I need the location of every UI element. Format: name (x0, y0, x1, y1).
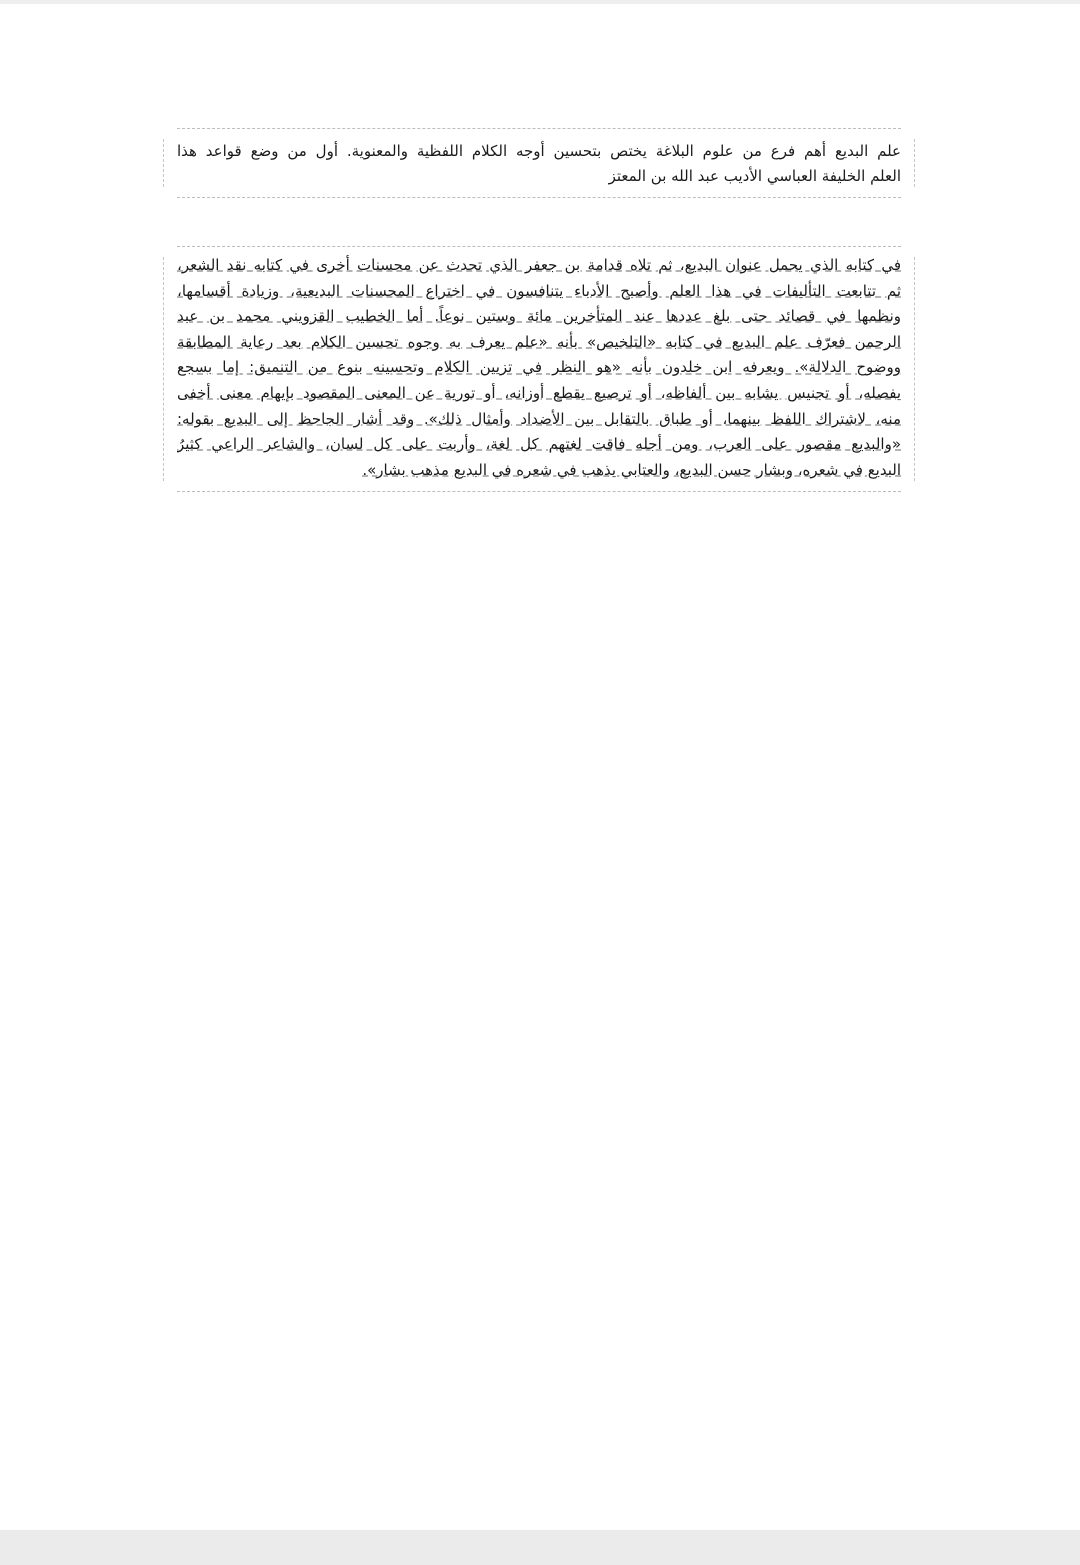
document-page (0, 4, 1080, 1530)
paragraph-line: في كتابه الذي يحمل عنوان البديع، ثم تلاه قدامة بن جعفر الذي تحدث عن محسنات أخرى في كتابه نقد الشعر، (177, 256, 901, 274)
paragraph-history (177, 246, 901, 492)
paragraph-line: العلم الخليفة العباسي الأديب عبد الله بن المعتز (608, 167, 901, 185)
viewer-bottom-bar (0, 1530, 1080, 1565)
paragraph-line: علم البديع أهم فرع من علوم البلاغة يختص بتحسين أوجه الكلام اللفظية والمعنوية. أول من وضع قواعد هذا (177, 142, 901, 160)
paragraph-line: ونظمها في قصائد حتى بلغ عددها عند المتأخرين مائة وستين نوعاً. أما الخطيب القزويني محمد بن عبد (177, 307, 901, 326)
paragraph-line: «والبديع مقصور على العرب، ومن أجله فاقت لغتهم كل لغة، وأربت على كل لسان، والشاعر الراعي كثيرُ (177, 435, 901, 454)
paragraph-intro (177, 128, 901, 198)
paragraph-line: ووضوح الدلالة». ويعرفه ابن خلدون بأنه «هو النظر في تزيين الكلام وتحسينه بنوع من التنميق: إما بسجع (177, 358, 901, 377)
paragraph-line: يفصله، أو تجنيس يشابه بين ألفاظه، أو ترصيع يقطع أوزانه، أو تورية عن المعنى المقصود بإيهام معنى أخفى (177, 383, 901, 402)
paragraph-line: منه، لاشتراك اللفظ بينهما، أو طباق بالتقابل بين الأضداد وأمثال ذلك». وقد أشار الجاحظ إلى البديع بقوله: (177, 409, 901, 428)
paragraph-line: الرحمن فعرّف علم البديع في كتابه «التلخيص» بأنه «علم يعرف به وجوه تحسين الكلام بعد رعاية المطابقة (177, 332, 901, 351)
paragraph-line: ثم تتابعت التأليفات في هذا العلم وأصبح الأدباء يتنافسون في اختراع المحسنات البديعية، وزيادة أقسامها، (177, 281, 901, 300)
paragraph-line: البديع في شعره، وبشار حسن البديع، والعتابي يذهب في شعره في البديع مذهب بشار». (362, 460, 901, 479)
